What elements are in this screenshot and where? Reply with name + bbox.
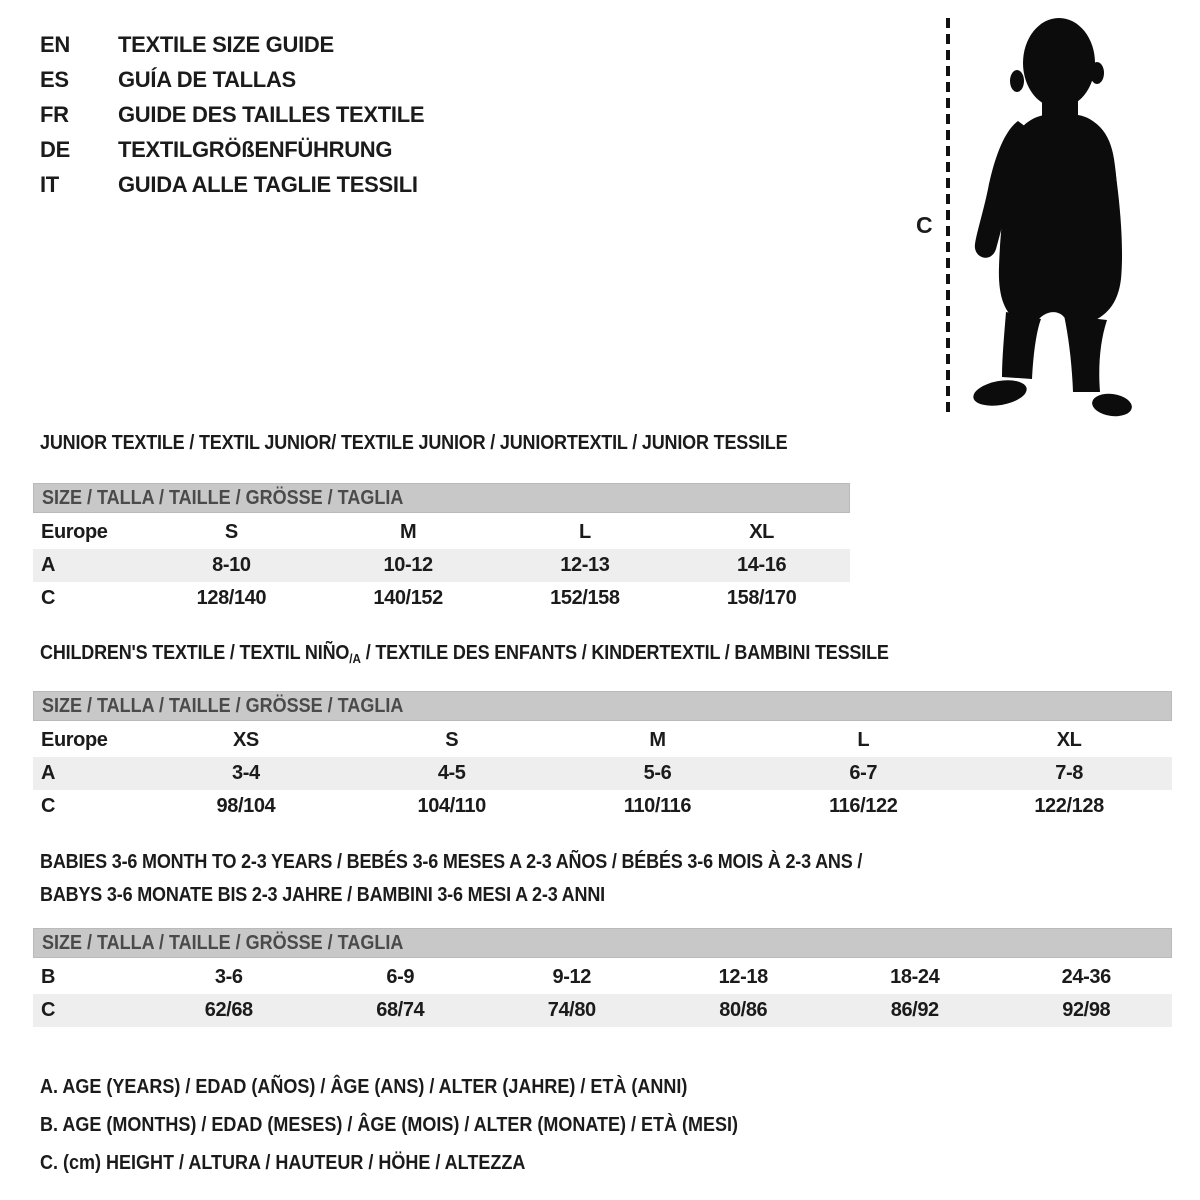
table-cell: 128/140 [196, 587, 267, 609]
lang-row-es [40, 62, 424, 97]
table-cell: S [224, 521, 238, 543]
table-cell: 86/92 [890, 999, 939, 1021]
table-cell: 116/122 [829, 795, 898, 817]
lang-title: TEXTILGRÖßENFÜHRUNG [118, 137, 393, 162]
measure-legend [40, 1068, 816, 1182]
babies-heading-line1: BABIES 3-6 MONTH TO 2-3 YEARS / BEBÉS 3-6 MESES A 2-3 AÑOS / BÉBÉS 3-6 MOIS À 2-3 ANS / [40, 851, 863, 873]
row-label: Europe [41, 729, 108, 751]
table-cell: 7-8 [1055, 762, 1083, 784]
table-cell: 110/116 [623, 795, 692, 817]
table-row [33, 757, 1172, 790]
babies-section-heading [40, 846, 954, 912]
legend-age-months: B. AGE (MONTHS) / EDAD (MESES) / ÂGE (MOIS) / ALTER (MONATE) / ETÀ (MESI) [40, 1114, 738, 1136]
table-cell: 68/74 [376, 999, 425, 1021]
table-cell: 152/158 [550, 587, 620, 609]
legend-age-years: A. AGE (YEARS) / EDAD (AÑOS) / ÂGE (ANS) / ALTER (JAHRE) / ETÀ (ANNI) [40, 1076, 688, 1098]
table-cell: 12-13 [560, 554, 610, 576]
row-label: A [41, 554, 56, 576]
table-row [33, 961, 1172, 994]
lang-row-fr [40, 97, 424, 132]
size-header-label: SIZE / TALLA / TAILLE / GRÖSSE / TAGLIA [42, 695, 404, 717]
lang-code: IT [40, 172, 59, 197]
children-size-table [33, 691, 1172, 823]
table-cell: 12-18 [718, 966, 768, 988]
babies-size-table [33, 928, 1172, 1027]
lang-title: GUIDA ALLE TAGLIE TESSILI [118, 172, 418, 197]
table-cell: L [578, 521, 591, 543]
lang-code: ES [40, 67, 69, 92]
table-row [33, 790, 1172, 823]
table-cell: 62/68 [204, 999, 253, 1021]
toddler-silhouette-icon [966, 16, 1136, 418]
row-label: C [41, 587, 56, 609]
size-header-bar [33, 928, 1172, 958]
row-label: C [41, 795, 56, 817]
table-cell: 140/152 [373, 587, 443, 609]
children-heading-before: CHILDREN'S TEXTILE / TEXTIL NIÑO [40, 642, 350, 664]
table-cell: 92/98 [1062, 999, 1111, 1021]
size-header-bar [33, 483, 850, 513]
table-cell: 122/128 [1034, 795, 1104, 817]
children-heading-sub: /A [349, 651, 361, 666]
table-cell: S [445, 729, 459, 751]
size-header-bar [33, 691, 1172, 721]
table-row [33, 582, 850, 615]
table-cell: 5-6 [643, 762, 672, 784]
table-row [33, 516, 850, 549]
table-cell: 6-9 [386, 966, 415, 988]
height-measure-label: C [916, 212, 933, 238]
table-cell: 8-10 [212, 554, 251, 576]
table-cell: 9-12 [552, 966, 591, 988]
lang-code: FR [40, 102, 69, 127]
table-cell: 6-7 [849, 762, 878, 784]
table-cell: XL [1056, 729, 1082, 751]
babies-heading-line2: BABYS 3-6 MONATE BIS 2-3 JAHRE / BAMBINI 3-6 MESI A 2-3 ANNI [40, 884, 605, 906]
table-cell: M [649, 729, 666, 751]
language-title-block [40, 27, 424, 202]
junior-section-heading [40, 432, 870, 455]
junior-size-table [33, 483, 850, 615]
table-cell: 74/80 [547, 999, 596, 1021]
table-cell: M [399, 521, 417, 543]
table-cell: 18-24 [890, 966, 940, 988]
table-cell: 3-4 [232, 762, 260, 784]
height-dash-line [944, 16, 952, 418]
row-label: B [41, 966, 56, 988]
lang-row-de [40, 132, 424, 167]
babies-table-rows [33, 961, 1172, 1027]
lang-title: TEXTILE SIZE GUIDE [118, 32, 334, 57]
table-cell: L [857, 729, 870, 751]
table-row [33, 994, 1172, 1027]
table-cell: 80/86 [719, 999, 768, 1021]
row-label: Europe [41, 521, 108, 543]
legend-height-cm: C. (cm) HEIGHT / ALTURA / HAUTEUR / HÖHE / ALTEZZA [40, 1152, 526, 1174]
lang-code: EN [40, 32, 70, 57]
children-section-heading [40, 642, 983, 666]
table-cell: 104/110 [417, 795, 486, 817]
row-label: C [41, 999, 56, 1021]
size-header-label: SIZE / TALLA / TAILLE / GRÖSSE / TAGLIA [42, 932, 404, 954]
children-heading-after: / TEXTILE DES ENFANTS / KINDERTEXTIL / BAMBINI TESSILE [360, 642, 889, 664]
table-cell: 10-12 [383, 554, 433, 576]
lang-row-it [40, 167, 424, 202]
children-heading-text [40, 642, 889, 666]
size-header-label: SIZE / TALLA / TAILLE / GRÖSSE / TAGLIA [42, 487, 404, 509]
table-cell: XL [749, 521, 774, 543]
lang-code: DE [40, 137, 70, 162]
lang-title: GUIDE DES TAILLES TEXTILE [118, 102, 425, 127]
lang-title: GUÍA DE TALLAS [118, 67, 296, 92]
table-row [33, 724, 1172, 757]
table-row [33, 549, 850, 582]
junior-table-rows [33, 516, 850, 615]
table-cell: XS [232, 729, 259, 751]
table-cell: 158/170 [726, 587, 797, 609]
junior-heading-text: JUNIOR TEXTILE / TEXTIL JUNIOR/ TEXTILE JUNIOR / JUNIORTEXTIL / JUNIOR TESSILE [40, 432, 788, 454]
row-label: A [41, 762, 56, 784]
table-cell: 14-16 [737, 554, 787, 576]
table-cell: 98/104 [216, 795, 276, 817]
table-cell: 3-6 [214, 966, 243, 988]
table-cell: 24-36 [1061, 966, 1111, 988]
lang-row-en [40, 27, 424, 62]
table-cell: 4-5 [437, 762, 466, 784]
children-table-rows [33, 724, 1172, 823]
